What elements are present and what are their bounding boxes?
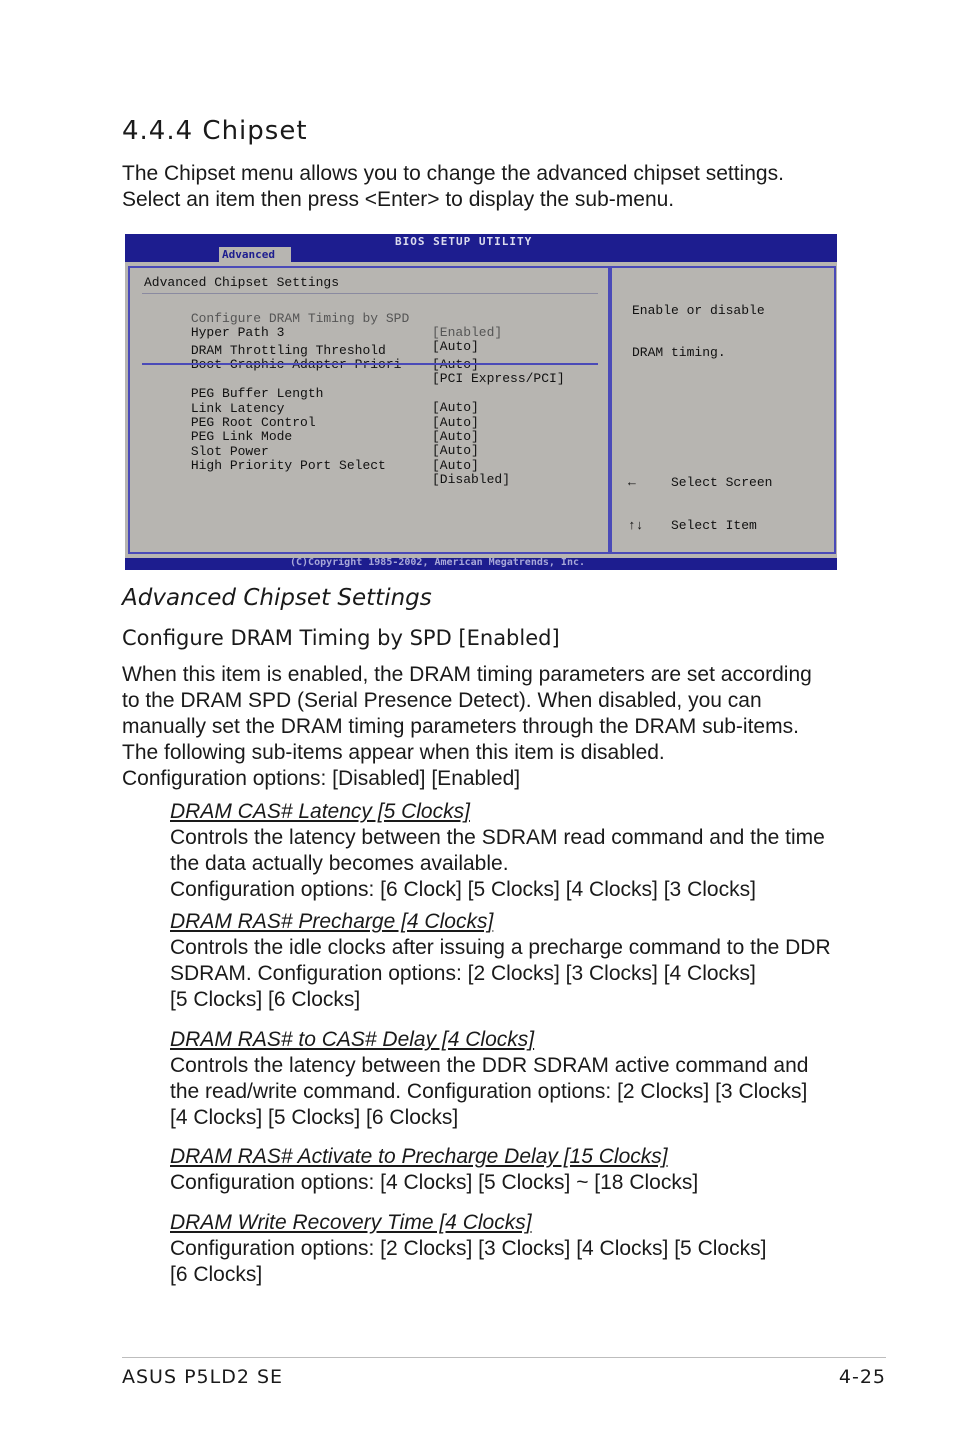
up-down-arrows-icon: ↑↓ [628,517,644,533]
subitem-title: DRAM RAS# Precharge [4 Clocks] [170,910,494,933]
body-line: Configuration options: [2 Clocks] [3 Clocks] [4 Clocks] [5 Clocks] [170,1237,767,1260]
subitem-title: DRAM Write Recovery Time [4 Clocks] [170,1211,532,1234]
body-line: Configuration options: [4 Clocks] [5 Clocks] ~ [18 Clocks] [170,1171,699,1194]
bios-setting-label: PEG Root Control [190,415,316,430]
body-line: [6 Clocks] [170,1263,263,1286]
bios-setting-value: [Auto] [432,443,479,458]
subitem-ras-to-cas [170,1027,808,1131]
bios-setting-label: PEG Buffer Length [190,386,324,401]
bios-tab-advanced[interactable]: Advanced [219,247,291,262]
subitem-ras-precharge [170,909,831,1013]
bios-header-bar [125,234,837,262]
bios-divider [142,293,598,294]
bios-setting-label: High Priority Port Select [190,458,386,473]
bios-setting-label: Hyper Path 3 [190,325,285,340]
left-arrow-icon: ← [628,475,636,490]
bios-key-row [628,517,757,534]
body-line: Configuration options: [Disabled] [Enabled] [122,767,521,790]
body-line: [4 Clocks] [5 Clocks] [6 Clocks] [170,1106,459,1129]
body-line: the read/write command. Configuration options: [2 Clocks] [3 Clocks] [170,1080,808,1103]
bios-footer-bar [125,558,837,570]
body-line: The following sub-items appear when this item is disabled. [122,741,665,764]
subsection-title: Advanced Chipset Settings [122,585,432,611]
bios-setting-value: [Auto] [432,429,479,444]
subitem-activate-precharge [170,1144,698,1196]
subitem-write-recovery [170,1210,766,1288]
body-line: [5 Clocks] [6 Clocks] [170,988,361,1011]
body-line: Controls the latency between the SDRAM read command and the time [170,826,825,849]
body-line: to the DRAM SPD (Serial Presence Detect). When disabled, you can [122,689,762,712]
body-line: Controls the idle clocks after issuing a precharge command to the DDR [170,936,831,959]
subitem-title: DRAM CAS# Latency [5 Clocks] [170,800,470,823]
footer-rule [122,1357,886,1358]
body-line: SDRAM. Configuration options: [2 Clocks] [3 Clocks] [4 Clocks] [170,962,756,985]
bios-screenshot [125,234,837,570]
bios-divider [142,363,598,365]
body-line: Configuration options: [6 Clock] [5 Clocks] [4 Clocks] [3 Clocks] [170,878,756,901]
intro-paragraph [122,161,842,213]
bios-copyright: (C)Copyright 1985-2002, American Megatrends, Inc. [290,557,586,568]
bios-panel-heading: Advanced Chipset Settings [144,275,340,290]
subitem-title: DRAM RAS# to CAS# Delay [4 Clocks] [170,1028,535,1051]
section-title: 4.4.4 Chipset [122,116,308,146]
bios-setting-value: [Enabled] [432,325,503,340]
bios-key-desc: Select Screen [671,475,773,490]
bios-setting-value: [Auto] [432,458,479,473]
bios-key-desc: Select Item [671,517,757,533]
subitem-cas-latency [170,799,825,903]
body-line: the data actually becomes available. [170,852,509,875]
intro-line: Select an item then press <Enter> to display the sub-menu. [122,188,675,211]
bios-setting-value: [Disabled] [432,472,511,487]
subitem-title: DRAM RAS# Activate to Precharge Delay [15 Clocks] [170,1145,668,1168]
item-description [122,662,812,792]
bios-setting-value [432,358,479,372]
bios-key-legend [628,448,773,570]
bios-setting-value: [Auto] [432,339,479,354]
bios-setting-label: Configure DRAM Timing by SPD [190,311,410,326]
body-line: manually set the DRAM timing parameters through the DRAM sub-items. [122,715,799,738]
bios-setting-value: [Auto] [432,400,479,415]
footer-product: ASUS P5LD2 SE [122,1366,284,1388]
bios-help-text [632,276,765,388]
body-line: When this item is enabled, the DRAM timing parameters are set according [122,663,812,686]
bios-help-panel [610,266,836,554]
bios-setting-label: PEG Link Mode [190,429,293,444]
bios-setting-label: Slot Power [190,444,269,459]
body-line: Controls the latency between the DDR SDRAM active command and [170,1054,809,1077]
item-title: Configure DRAM Timing by SPD [Enabled] [122,626,560,650]
bios-key-row [628,475,773,491]
bios-setting-label: Link Latency [190,401,285,416]
bios-setting-value: [PCI Express/PCI] [432,371,565,386]
bios-setting-value: [Auto] [432,415,479,430]
page-number: 4-25 [838,1366,886,1388]
bios-help-line: DRAM timing. [632,345,726,360]
bios-title: BIOS SETUP UTILITY [395,235,533,248]
bios-settings-panel [128,266,610,554]
bios-help-line: Enable or disable [632,303,765,318]
intro-line: The Chipset menu allows you to change the advanced chipset settings. [122,162,784,185]
bios-setting-label: DRAM Throttling Threshold [190,343,386,358]
